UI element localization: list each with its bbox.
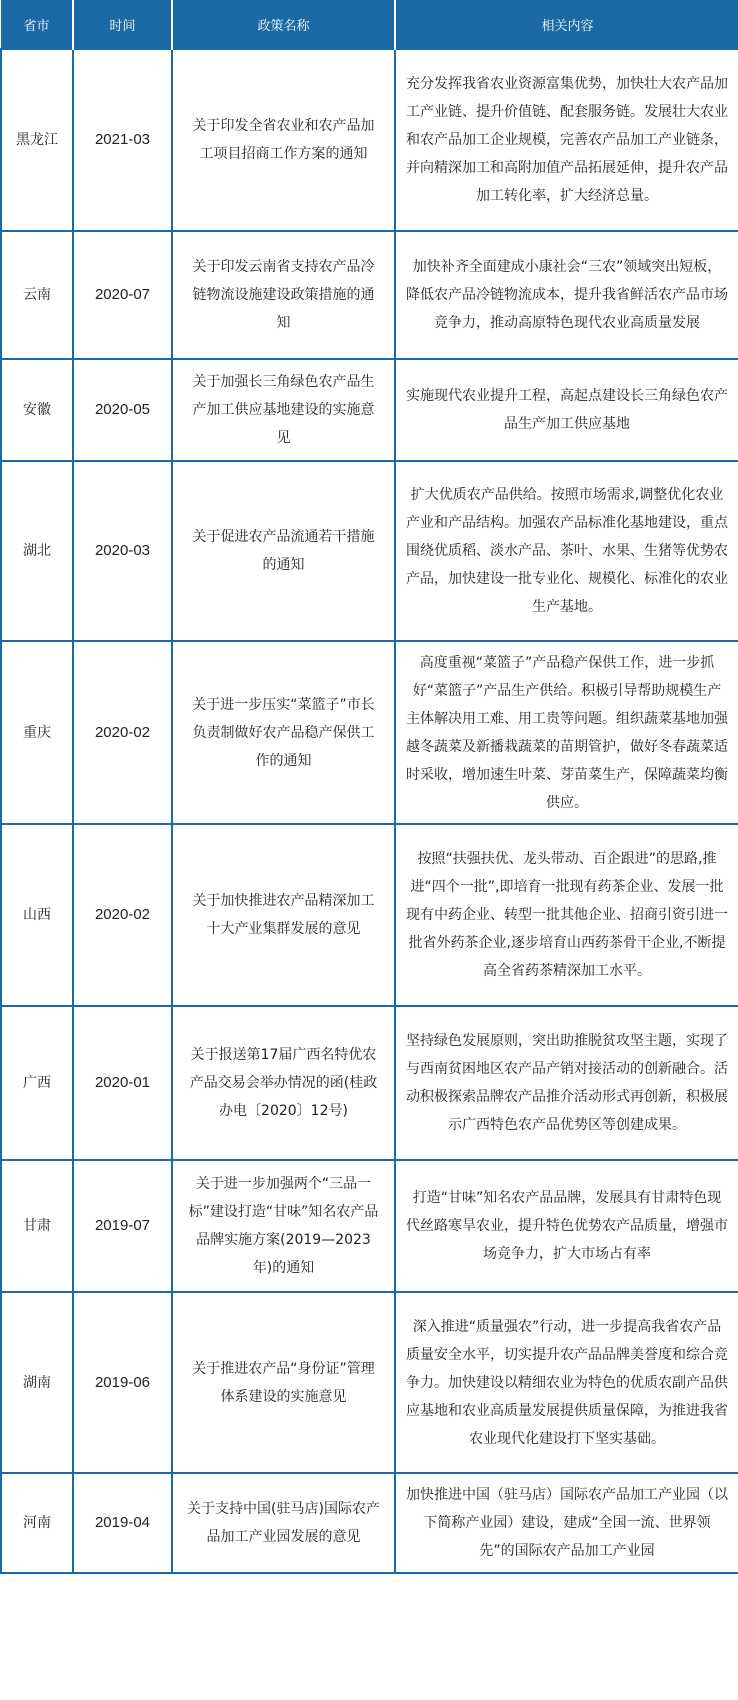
header-policy-name: 政策名称 (172, 0, 395, 49)
province-cell: 甘肃 (1, 1160, 73, 1292)
table-row (1, 824, 738, 1006)
content-cell: 加快推进中国（驻马店）国际农产品加工产业园（以下简称产业园）建设，建成“全国一流、世界领先”的国际农产品加工产业园 (395, 1473, 738, 1573)
province-cell: 山西 (1, 824, 73, 1006)
date-cell: 2020-03 (73, 461, 172, 641)
province-cell: 安徽 (1, 359, 73, 461)
table-header (1, 0, 738, 49)
policy-name-cell: 关于推进农产品“身份证”管理体系建设的实施意见 (172, 1292, 395, 1473)
table-row (1, 1006, 738, 1160)
content-cell: 打造“甘味”知名农产品品牌，发展具有甘肃特色现代丝路寒旱农业，提升特色优势农产品质量，增强市场竞争力，扩大市场占有率 (395, 1160, 738, 1292)
table-row (1, 1292, 738, 1473)
table-row (1, 1473, 738, 1573)
date-cell: 2019-04 (73, 1473, 172, 1573)
table-body (1, 49, 738, 1573)
date-cell: 2020-02 (73, 641, 172, 824)
province-cell: 云南 (1, 231, 73, 359)
content-cell: 坚持绿色发展原则，突出助推脱贫攻坚主题，实现了与西南贫困地区农产品产销对接活动的创新融合。活动积极探索品牌农产品推介活动形式再创新，积极展示广西特色农产品优势区等创建成果。 (395, 1006, 738, 1160)
content-cell: 实施现代农业提升工程，高起点建设长三角绿色农产品生产加工供应基地 (395, 359, 738, 461)
date-cell: 2020-01 (73, 1006, 172, 1160)
policy-name-cell: 关于进一步压实“菜篮子”市长负责制做好农产品稳产保供工作的通知 (172, 641, 395, 824)
date-cell: 2019-07 (73, 1160, 172, 1292)
date-cell: 2021-03 (73, 49, 172, 231)
province-cell: 广西 (1, 1006, 73, 1160)
policy-name-cell: 关于报送第17届广西名特优农产品交易会举办情况的函(桂政办电〔2020〕12号) (172, 1006, 395, 1160)
table-row (1, 641, 738, 824)
table-row (1, 1160, 738, 1292)
date-cell: 2020-07 (73, 231, 172, 359)
date-cell: 2019-06 (73, 1292, 172, 1473)
province-cell: 河南 (1, 1473, 73, 1573)
policy-name-cell: 关于印发全省农业和农产品加工项目招商工作方案的通知 (172, 49, 395, 231)
province-cell: 重庆 (1, 641, 73, 824)
content-cell: 充分发挥我省农业资源富集优势，加快壮大农产品加工产业链、提升价值链、配套服务链。发展壮大农业和农产品加工企业规模，完善农产品加工产业链条，并向精深加工和高附加值产品拓展延伸，提升农产品加工转化率，扩大经济总量。 (395, 49, 738, 231)
province-cell: 黑龙江 (1, 49, 73, 231)
content-cell: 扩大优质农产品供给。按照市场需求,调整优化农业产业和产品结构。加强农产品标准化基地建设，重点围绕优质稻、淡水产品、茶叶、水果、生猪等优势农产品，加快建设一批专业化、规模化、标准化的农业生产基地。 (395, 461, 738, 641)
table-row (1, 461, 738, 641)
table-row (1, 49, 738, 231)
policy-name-cell: 关于印发云南省支持农产品冷链物流设施建设政策措施的通知 (172, 231, 395, 359)
province-cell: 湖南 (1, 1292, 73, 1473)
province-cell: 湖北 (1, 461, 73, 641)
content-cell: 高度重视“菜篮子”产品稳产保供工作，进一步抓好“菜篮子”产品生产供给。积极引导帮助规模生产主体解决用工难、用工贵等问题。组织蔬菜基地加强越冬蔬菜及新播栽蔬菜的苗期管护，做好冬春蔬菜适时采收，增加速生叶菜、芽苗菜生产，保障蔬菜均衡供应。 (395, 641, 738, 824)
policy-name-cell: 关于加强长三角绿色农产品生产加工供应基地建设的实施意见 (172, 359, 395, 461)
table-row (1, 359, 738, 461)
table-row (1, 231, 738, 359)
policy-name-cell: 关于加快推进农产品精深加工十大产业集群发展的意见 (172, 824, 395, 1006)
content-cell: 加快补齐全面建成小康社会“三农”领域突出短板，降低农产品冷链物流成本，提升我省鲜活农产品市场竞争力，推动高原特色现代农业高质量发展 (395, 231, 738, 359)
date-cell: 2020-02 (73, 824, 172, 1006)
policy-name-cell: 关于进一步加强两个“三品一标”建设打造“甘味”知名农产品品牌实施方案(2019—2023年)的通知 (172, 1160, 395, 1292)
header-row (1, 0, 738, 49)
policy-name-cell: 关于促进农产品流通若干措施的通知 (172, 461, 395, 641)
header-content: 相关内容 (395, 0, 738, 49)
content-cell: 深入推进“质量强农”行动，进一步提高我省农产品质量安全水平，切实提升农产品品牌美誉度和综合竞争力。加快建设以精细农业为特色的优质农副产品供应基地和农业高质量发展提供质量保障，为推进我省农业现代化建设打下坚实基础。 (395, 1292, 738, 1473)
content-cell: 按照“扶强扶优、龙头带动、百企跟进”的思路,推进“四个一批”,即培育一批现有药茶企业、发展一批现有中药企业、转型一批其他企业、招商引资引进一批省外药茶企业,逐步培育山西药茶骨干企业,不断提高全省药茶精深加工水平。 (395, 824, 738, 1006)
header-province: 省市 (1, 0, 73, 49)
policy-name-cell: 关于支持中国(驻马店)国际农产品加工产业园发展的意见 (172, 1473, 395, 1573)
date-cell: 2020-05 (73, 359, 172, 461)
header-date: 时间 (73, 0, 172, 49)
